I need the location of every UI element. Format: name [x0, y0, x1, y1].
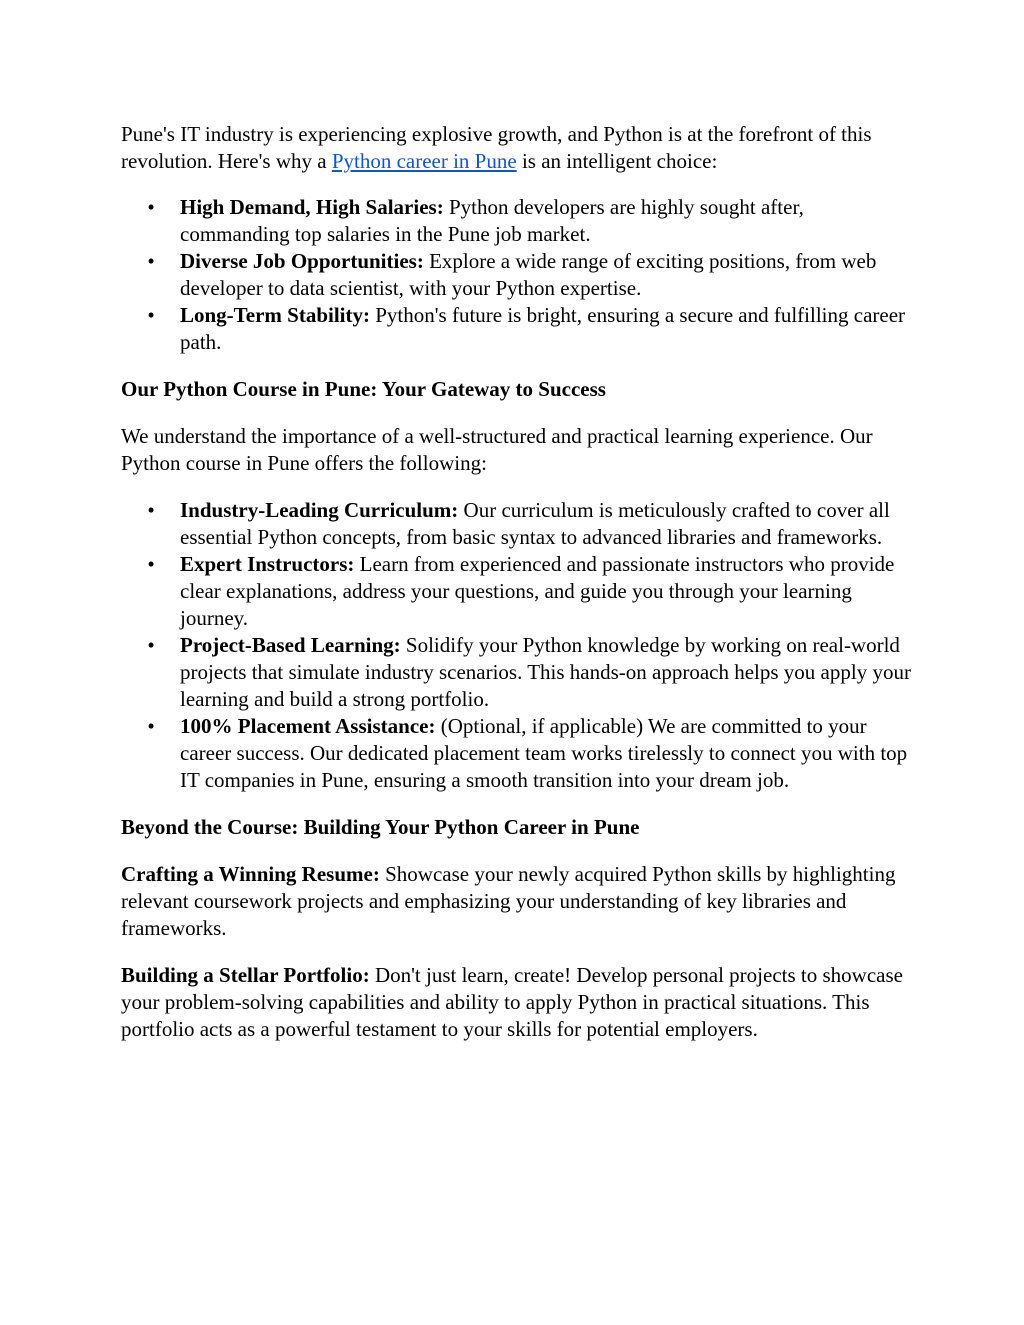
list-item-text: Python developers are highly sought after, commanding top salaries in the Pune job market.	[180, 195, 804, 246]
bullet-icon: •	[147, 498, 155, 522]
intro-text-after-link: is an intelligent choice:	[516, 149, 718, 173]
resume-text: Showcase your newly acquired Python skills by highlighting relevant coursework projects and emphasizing your understanding of key libraries and frameworks.	[121, 862, 896, 940]
list-item-label: Long-Term Stability:	[180, 303, 370, 327]
course-heading: Our Python Course in Pune: Your Gateway to Success	[121, 377, 606, 401]
python-career-link[interactable]: Python career in Pune	[331, 149, 517, 173]
bullet-icon: •	[147, 714, 155, 738]
list-item-text: Explore a wide range of exciting positions, from web developer to data scientist, with your Python expertise.	[180, 249, 877, 300]
portfolio-text: Don't just learn, create! Develop personal projects to showcase your problem-solving capabilities and ability to apply Python in practical situations. This portfolio acts as a powerful testament to your skills for potential employers.	[121, 963, 903, 1041]
portfolio-paragraph	[121, 962, 911, 1043]
list-item-label: Diverse Job Opportunities:	[180, 249, 424, 273]
list-item-label: High Demand, High Salaries:	[180, 195, 444, 219]
intro-text-before-link: Pune's IT industry is experiencing explosive growth, and Python is at the forefront of this revolution. Here's why a	[121, 122, 872, 173]
list-item-label: Project-Based Learning:	[180, 633, 401, 657]
list-item	[121, 248, 911, 302]
list-item	[121, 551, 911, 632]
list-item-text: Our curriculum is meticulously crafted to cover all essential Python concepts, from basic syntax to advanced libraries and frameworks.	[180, 498, 890, 549]
list-item-text: Learn from experienced and passionate instructors who provide clear explanations, address your questions, and guide you through your learning journey.	[180, 552, 895, 630]
benefits-list	[121, 194, 911, 356]
list-item	[121, 632, 911, 713]
beyond-course-heading: Beyond the Course: Building Your Python Career in Pune	[121, 815, 640, 839]
list-item-label: 100% Placement Assistance:	[180, 714, 436, 738]
course-intro-paragraph: We understand the importance of a well-structured and practical learning experience. Our Python course in Pune offers the following:	[121, 424, 873, 475]
bullet-icon: •	[147, 249, 155, 273]
document-page	[121, 121, 911, 1063]
list-item	[121, 713, 911, 794]
portfolio-label: Building a Stellar Portfolio:	[121, 963, 370, 987]
list-item	[121, 302, 911, 356]
bullet-icon: •	[147, 303, 155, 327]
list-item-text: (Optional, if applicable) We are committed to your career success. Our dedicated placement team works tirelessly to connect you with top IT companies in Pune, ensuring a smooth transition into your dream job.	[180, 714, 908, 792]
intro-paragraph	[121, 121, 911, 175]
list-item	[121, 497, 911, 551]
list-item	[121, 194, 911, 248]
bullet-icon: •	[147, 195, 155, 219]
resume-paragraph	[121, 861, 911, 942]
list-item-text: Solidify your Python knowledge by working on real-world projects that simulate industry scenarios. This hands-on approach helps you apply your learning and build a strong portfolio.	[180, 633, 911, 711]
features-list	[121, 497, 911, 794]
list-item-label: Industry-Leading Curriculum:	[180, 498, 459, 522]
bullet-icon: •	[147, 552, 155, 576]
resume-label: Crafting a Winning Resume:	[121, 862, 380, 886]
list-item-text: Python's future is bright, ensuring a secure and fulfilling career path.	[180, 303, 906, 354]
list-item-label: Expert Instructors:	[180, 552, 355, 576]
bullet-icon: •	[147, 633, 155, 657]
